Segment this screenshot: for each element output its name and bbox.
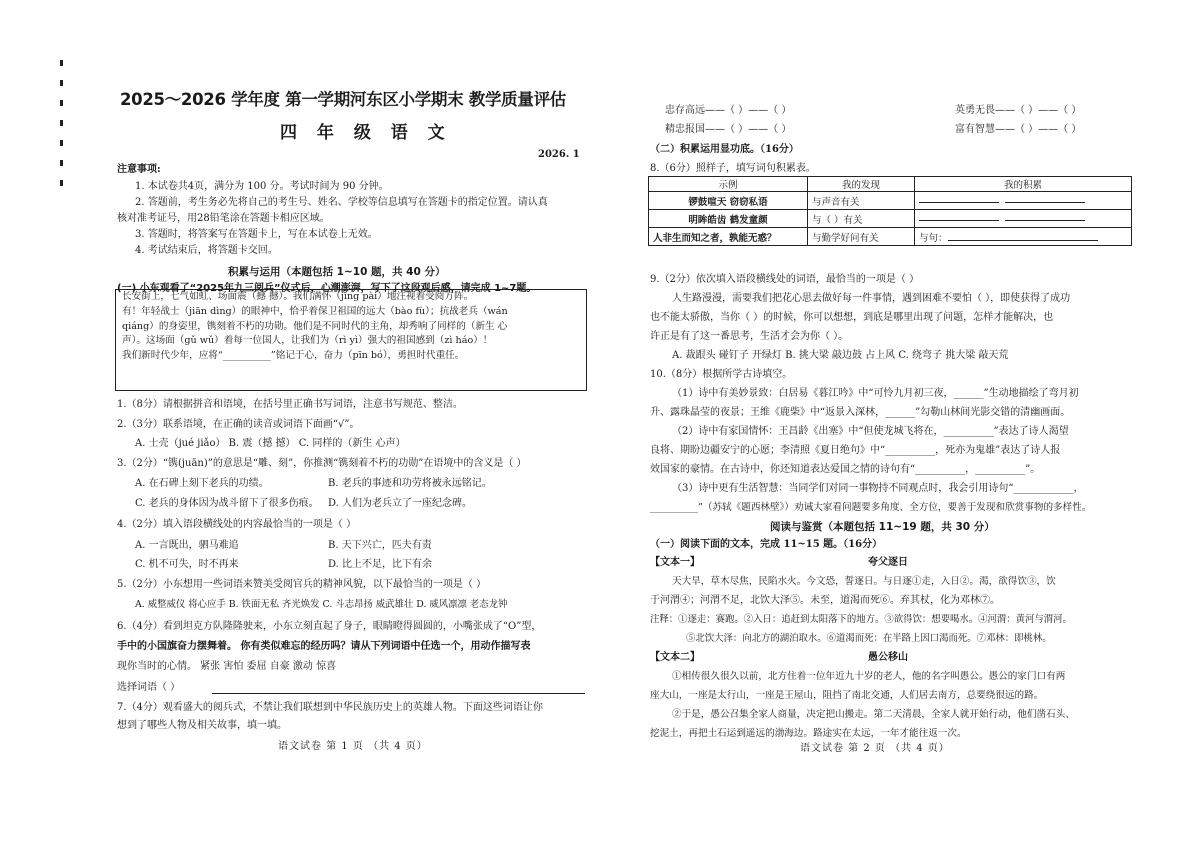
idiom-row: 精忠报国——（ ）——（ ） [665,124,792,135]
page-footer: 语文试卷 第 2 页 （共 4 页） [800,743,950,754]
passage-line: 声）。这场面（gǔ wǔ）着每一位国人，让我们为（rì yì）强大的祖国感到（zì háo）！ [122,335,493,347]
story-text: 挖泥土，再把土石运到遥远的渤海边。路途实在太远，一年才能往返一次。 [650,728,967,739]
option-b: B. 老兵的事迹和功劳将被永远铭记。 [328,478,492,489]
classical-text: 天大旱，草木尽焦，民陷水火。今文恐，誓逐日。与日逐①走，入日②。渴，欲得饮③，饮 [672,576,1056,587]
answer-line [212,693,585,694]
question-10-text: （1）诗中有美妙景致：白居易《暮江吟》中“可怜九月初三夜，______”生动地描绘了弯月初 [672,388,1079,399]
binding-marks [58,60,68,200]
passage-line: qiáng）的身姿里，镌刻着不朽的功勋。他们是不同时代的主角，却秀响了同样的（新生 心 [122,320,508,332]
story-text: ①相传很久很久以前，北方住着一位年近九十岁的老人，他的名字叫愚公。愚公的家门口有两 [672,671,1066,682]
table-row [649,210,1132,228]
notice-item: 2. 答题前，考生务必先将自己的考生号、姓名、学校等信息填写在答题卡的指定位置。请认真 [135,197,548,208]
table-row [649,192,1132,210]
exam-date: 2026. 1 [538,149,580,160]
section-title: 阅读与鉴赏（本题包括 11~19 题，共 30 分） [770,521,995,533]
question-7: 7.（4分）观看盛大的阅兵式，不禁让我们联想到中华民族历史上的英雄人物。下面这些词语让你 [117,702,543,713]
table-cell-answer[interactable] [915,210,1132,228]
notice-item: 核对准考证号，用28铅笔涂在答题卡相应区域。 [117,213,330,224]
choose-word: 选择词语（ ） [117,682,181,693]
text-title: 愚公移山 [868,652,908,663]
question-9-text: 也不能太骄傲，当你（ ）的时候，你可以想想，到底是哪里出现了问题，怎样才能解决，也 [650,312,1054,323]
table-header: 我的发现 [808,177,915,192]
question-2-options: A. 士壳（jué jiǎo） B. 震（撼 撼） C. 同样的（新生 心声） [135,438,406,449]
option-c: C. 老兵的身体因为战斗留下了很多伤痕。 [135,498,319,509]
page-footer: 语文试卷 第 1 页 （共 4 页） [278,741,428,752]
option-a: A. 一言既出，驷马难追 [135,540,239,551]
table-row [649,228,1132,246]
classical-text: 于河渭④；河渭不足，北饮大泽⑤。未至，道渴而死⑥。弃其杖，化为邓林⑦。 [650,595,1000,606]
question-1: 1.（8分）请根据拼音和语境，在括号里正确书写词语，注意书写规范、整洁。 [117,399,463,410]
question-10-text: 良将、期盼边疆安宁的心愿；李清照《夏日绝句》中“__________，死亦为鬼雄”表达了诗人报 [650,445,1061,456]
question-6: 现你当时的心情。 紧张 害怕 委屈 自豪 激动 惊喜 [117,661,337,672]
question-2: 2.（3分）联系语境，在正确的读音或词语下面画“√”。 [117,419,360,430]
question-5-options: A. 威整威仪 将心应手 B. 铁面无私 齐光焕发 C. 斗志昂扬 威武雄壮 D. 威风凛凛 老态龙钟 [135,599,508,610]
question-9-text: 许正是有了这一番思考，生活才会为你（ ）。 [650,331,849,342]
accumulation-table [648,176,1132,246]
notice-item: 3. 答题时，将答案写在答题卡上，写在本试卷上无效。 [135,229,378,240]
question-9: 9.（2分）依次填入语段横线处的词语，最恰当的一项是（ ） [650,274,920,285]
option-a: A. 在石碑上刻下老兵的功绩。 [135,478,269,489]
exam-subject: 四 年 级 语 文 [280,123,452,143]
question-10-text: 升、露珠晶莹的夜景；王维《鹿柴》中“返景入深林，______”勾勒山林间光影交错的清幽画面。 [650,407,1071,418]
question-10: 10.（8分）根据所学古诗填空。 [650,369,793,380]
question-3: 3.（2分）“镌(juān)”的意思是“雕、刻”，你推测“镌刻着不朽的功勋”在语境中的含义是（ ） [117,458,527,469]
notice-item: 1. 本试卷共4页，满分为 100 分。考试时间为 90 分钟。 [135,181,389,192]
question-4: 4.（2分）填入语段横线处的内容最恰当的一项是（ ） [117,519,357,530]
table-cell: 锣鼓喧天 窃窃私语 [649,192,808,210]
answer-prefix: 与句： [919,232,948,244]
question-10-text: 效国家的豪情。在古诗中，你还知道表达爱国之情的诗句有“__________，__________”。 [650,464,1041,475]
question-8: 8.（6分）照样子，填写词句积累表。 [650,163,816,174]
passage-line: 长安街上，七气如虹、场面震（撼 撼）。我们满怀（jīng pài）地注视着受阅方阵。 [122,291,474,302]
text-title: 夸父逐日 [868,557,908,568]
table-cell: 与声音有关 [808,192,915,210]
part-intro: （一）阅读下面的文本，完成 11~15 题。（16分） [650,539,883,550]
option-d: D. 比上不足，比下有余 [328,559,433,570]
question-6: 6.（4分）看到坦克方队隆隆驶来，小东立刻直起了身子，眼睛瞪得圆圆的，小嘴张成了“O”型， [117,621,542,632]
idiom-row: 富有智慧——（ ）——（ ） [955,124,1082,135]
story-text: 座大山，一座是太行山，一座是王屋山，阻挡了南北交通，人们居去南方，总要绕很远的路。 [650,690,1044,701]
passage-line: 我们新时代少年，应将“__________”铭记于心，奋力（pīn bó），勇担时代重任。 [122,350,465,362]
question-9-text: 人生路漫漫，需要我们把花心思去做好每一件事情，遇到困难不要怕（ ），即使获得了成功 [672,293,1071,304]
table-cell: 与勤学好问有关 [808,228,915,246]
question-10-text: __________”（苏轼《题西林壁》）劝诫大家看问题要多角度、全方位，要善于发现和欣赏事物的多样性。 [650,502,1092,513]
question-7: 想到了哪些人物及相关故事，填一填。 [117,720,287,731]
idiom-row: 英勇无畏——（ ）——（ ） [955,105,1082,116]
text-label: 【文本二】 [650,652,700,663]
question-6: 手中的小国旗奋力摆舞着。 你有类似难忘的经历吗？请从下列词语中任选一个，用动作描写表 [117,641,531,652]
question-10-text: （3）诗中更有生活智慧：当同学们对同一事物持不同观点时，我会引用诗句“____________， [672,483,1084,494]
question-10-text: （2）诗中有家国情怀：王昌龄《出塞》中“但使龙城飞将在，__________”表达了诗人渴望 [672,426,1069,437]
table-header-row [649,177,1132,192]
part-intro: (一) 小东观看了“2025年九三阅兵”仪式后，心潮澎湃，写下了这段观后感，请完成 1~7题。 [117,283,537,294]
notes: ⑤北饮大泽：向北方的湖泊取水。⑥道渴而死：在半路上因口渴而死。⑦邓林：即桃林。 [686,633,1052,644]
passage-line: 有！年轻战士（jiān dìng）的眼神中，恰乎着保卫祖国的远大（bào fù）；抗战老兵（wán [122,305,508,317]
option-b: B. 天下兴亡，匹夫有责 [328,540,432,551]
passage-box [115,289,587,391]
table-cell: 人非生而知之者，孰能无惑？ [649,228,808,246]
notice-item: 4. 考试结束后，将答题卡交回。 [135,245,278,256]
table-cell-answer[interactable] [915,192,1132,210]
table-header: 示例 [649,177,808,192]
table-cell: 明眸皓齿 鹤发童颜 [649,210,808,228]
question-9-options: A. 裁跟头 碰钉子 开绿灯 B. 挑大梁 敲边鼓 占上风 C. 绕弯子 挑大梁 敲天荒 [672,350,1009,361]
notes: 注释：①逐走：赛跑。②入日：追赶到太阳落下的地方。③欲得饮：想要喝水。④河渭：黄河与渭河。 [650,614,1072,625]
section-title: 积累与运用（本题包括 1~10 题，共 40 分） [228,266,446,278]
idiom-row: 忠存高远——（ ）——（ ） [665,105,792,116]
exam-title: 2025～2026 学年度 第一学期河东区小学期末 教学质量评估 [120,90,566,109]
story-text: ②于是，愚公召集全家人商量，决定把山搬走。第二天清晨，全家人就开始行动，他们凿石头、 [672,709,1075,720]
text-label: 【文本一】 [650,557,700,568]
notice-title: 注意事项: [117,164,161,175]
option-d: D. 人们为老兵立了一座纪念碑。 [328,498,473,509]
table-cell: 与（ ）有关 [808,210,915,228]
table-cell-answer[interactable] [915,228,1132,246]
part-intro: （二）积累运用显功底。（16分） [650,144,799,155]
option-c: C. 机不可失，时不再来 [135,559,239,570]
table-header: 我的积累 [915,177,1132,192]
question-5: 5.（2分）小东想用一些词语来赞美受阅官兵的精神风貌，以下最恰当的一项是（ ） [117,579,487,590]
